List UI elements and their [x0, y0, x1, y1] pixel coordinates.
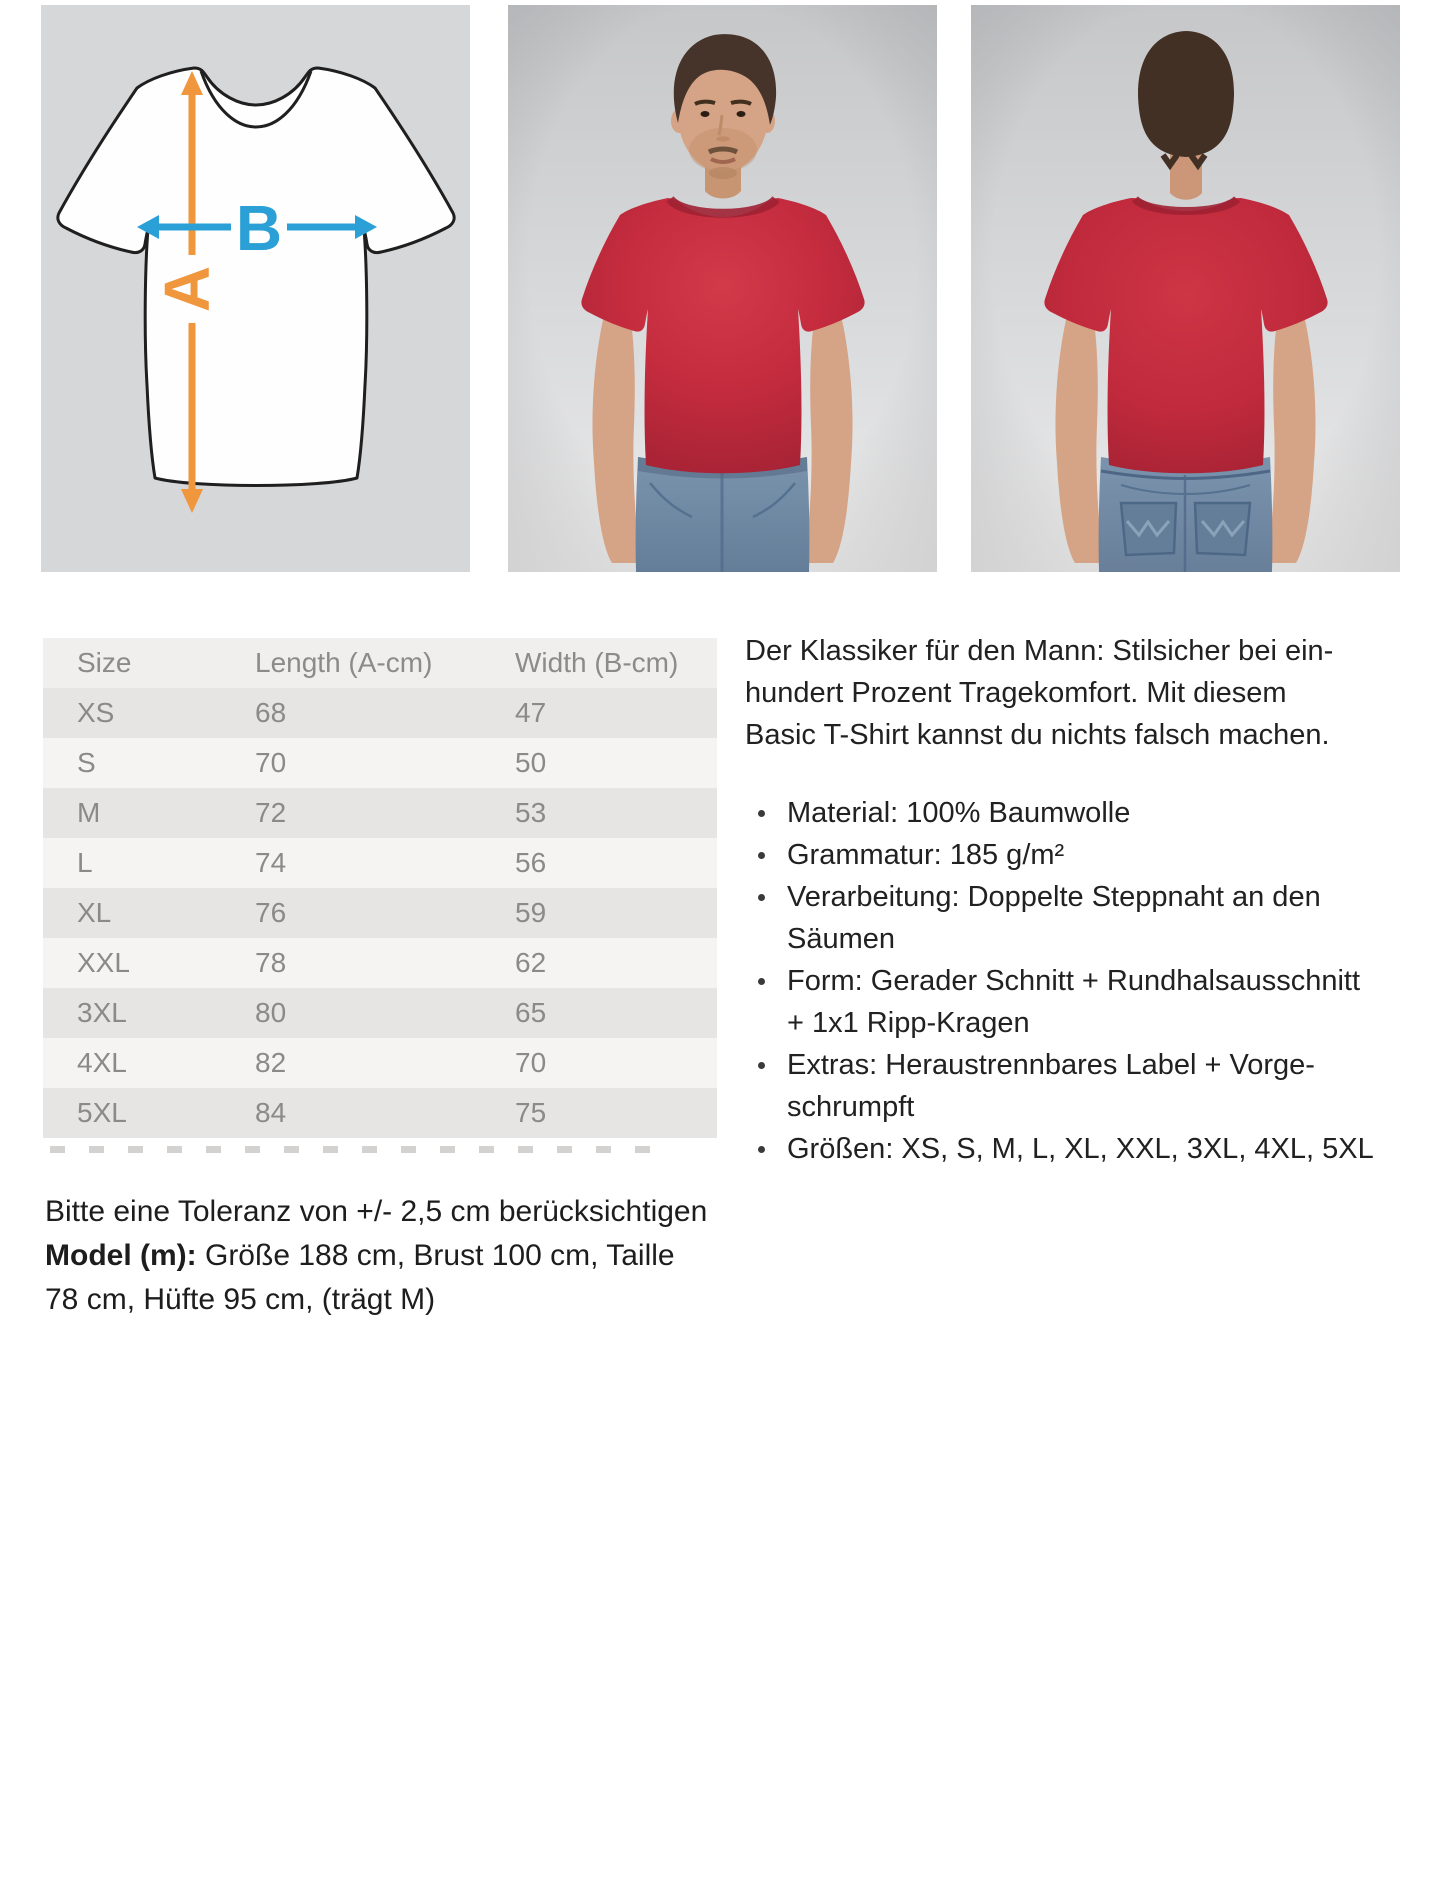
table-header-row: [43, 638, 717, 688]
table-row: XXL 78 62: [43, 938, 717, 988]
list-item: Größen: XS, S, M, L, XL, XXL, 3XL, 4XL, 5XL: [745, 1128, 1413, 1170]
bullet-dot: [758, 852, 765, 859]
list-item: Grammatur: 185 g/m²: [745, 834, 1413, 876]
bullet-dot: [758, 1062, 765, 1069]
bullet-dot: [758, 894, 765, 901]
bullet-dot: [758, 978, 765, 985]
model-info-label: Model (m):: [45, 1239, 197, 1272]
size-diagram: [41, 5, 470, 572]
table-row: 3XL 80 65: [43, 988, 717, 1038]
intro-line: hundert Prozent Tragekomfort. Mit diesem: [745, 677, 1287, 709]
bullet-dot: [758, 1146, 765, 1153]
table-row: L 74 56: [43, 838, 717, 888]
table-row: XL 76 59: [43, 888, 717, 938]
intro-line: Der Klassiker für den Mann: Stilsicher bei ein-: [745, 635, 1334, 667]
model-back-illustration: [971, 5, 1400, 572]
model-front-illustration: [508, 5, 937, 572]
label-a: A: [150, 265, 223, 313]
model-info-text: Größe 188 cm, Brust 100 cm, Taille: [204, 1239, 675, 1272]
feature-list: [745, 792, 1413, 1170]
measurement-notes: [45, 1190, 707, 1322]
table-row: 5XL 84 75: [43, 1088, 717, 1138]
table-row: S 70 50: [43, 738, 717, 788]
cropped-row-artifact: [50, 1146, 650, 1153]
col-header-size: Size: [77, 647, 132, 678]
col-header-length: Length (A-cm): [255, 647, 433, 678]
product-description: [745, 630, 1413, 1170]
table-row: 4XL 82 70: [43, 1038, 717, 1088]
model-info-line1: [45, 1234, 707, 1278]
size-diagram-panel: [41, 5, 470, 572]
list-item: Verarbeitung: Doppelte Steppnaht an den Säumen: [745, 876, 1413, 960]
model-info-line2: 78 cm, Hüfte 95 cm, (trägt M): [45, 1283, 436, 1316]
label-b: B: [235, 192, 283, 264]
model-front-photo: [508, 5, 937, 572]
model-back-photo: [971, 5, 1400, 572]
list-item: Material: 100% Baumwolle: [745, 792, 1413, 834]
tshirt-outline: [58, 68, 454, 486]
table-row: XS 68 47: [43, 688, 717, 738]
tolerance-note: Bitte eine Toleranz von +/- 2,5 cm berücksichtigen: [45, 1195, 708, 1228]
col-header-width: Width (B-cm): [515, 647, 679, 678]
intro-line: Basic T-Shirt kannst du nichts falsch machen.: [745, 719, 1330, 751]
description-intro: [745, 630, 1413, 756]
bullet-dot: [758, 810, 765, 817]
list-item: Form: Gerader Schnitt + Rundhalsausschnitt + 1x1 Ripp-Kragen: [745, 960, 1413, 1044]
list-item: Extras: Heraustrennbares Label + Vorge- schrumpft: [745, 1044, 1413, 1128]
table-row: M 72 53: [43, 788, 717, 838]
size-table: [43, 638, 717, 1138]
